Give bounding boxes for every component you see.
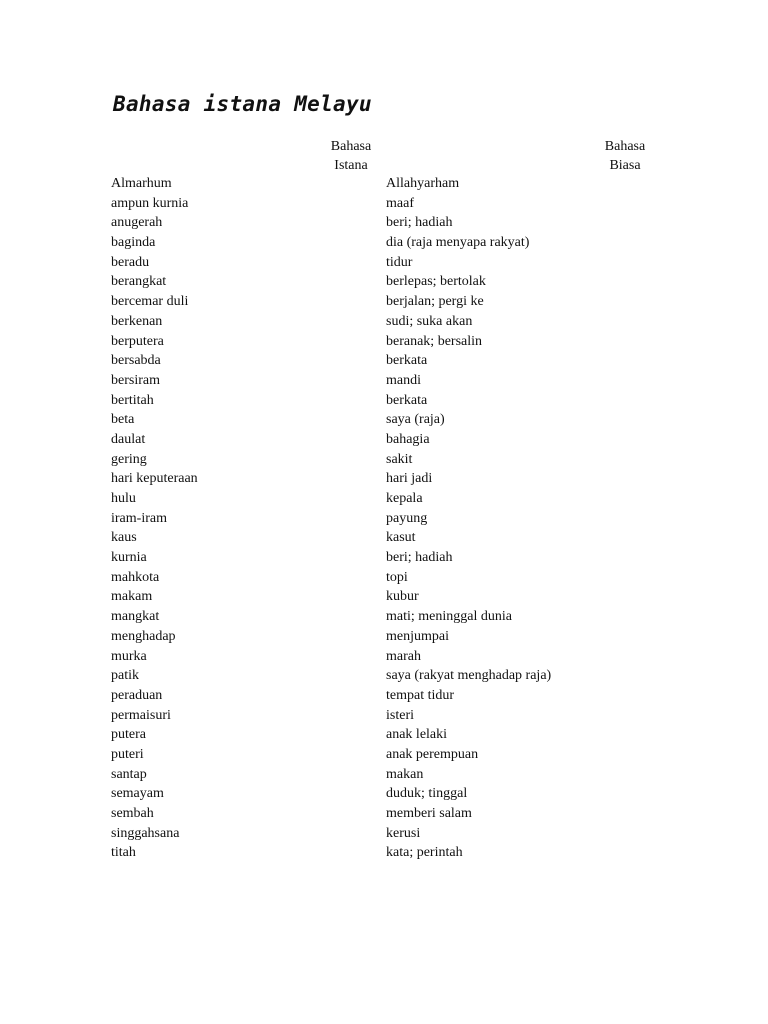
table-row bbox=[0, 647, 768, 667]
biasa-word: mati; meninggal dunia bbox=[386, 609, 512, 625]
table-row bbox=[0, 292, 768, 312]
biasa-word: dia (raja menyapa rakyat) bbox=[386, 235, 530, 251]
istana-word: bersiram bbox=[111, 372, 160, 388]
column-header-istana bbox=[318, 137, 384, 175]
istana-word: beradu bbox=[111, 254, 150, 270]
istana-word: ampun kurnia bbox=[111, 195, 189, 211]
biasa-word: duduk; tinggal bbox=[386, 786, 468, 802]
column-header-biasa-line-2: Biasa bbox=[609, 158, 641, 173]
istana-word: titah bbox=[111, 845, 136, 861]
table-row bbox=[0, 450, 768, 470]
istana-word: bertitah bbox=[111, 392, 154, 408]
biasa-word: mandi bbox=[386, 372, 421, 388]
column-header-biasa-line-1: Bahasa bbox=[604, 139, 646, 154]
biasa-word: beri; hadiah bbox=[386, 550, 453, 566]
table-row bbox=[0, 371, 768, 391]
table-row bbox=[0, 765, 768, 785]
table-row bbox=[0, 391, 768, 411]
table-row bbox=[0, 587, 768, 607]
biasa-word: makan bbox=[386, 766, 424, 782]
istana-word: bercemar duli bbox=[111, 294, 189, 310]
table-row bbox=[0, 706, 768, 726]
biasa-word: anak perempuan bbox=[386, 746, 479, 762]
istana-word: hari keputeraan bbox=[111, 471, 198, 487]
istana-word: beta bbox=[111, 412, 135, 428]
table-row bbox=[0, 804, 768, 824]
table-row bbox=[0, 410, 768, 430]
document-title: Bahasa istana Melayu bbox=[113, 92, 372, 116]
column-header-biasa bbox=[594, 137, 656, 175]
biasa-word: Allahyarham bbox=[386, 176, 460, 191]
table-row bbox=[0, 528, 768, 548]
biasa-word: berkata bbox=[386, 353, 428, 369]
biasa-word: menjumpai bbox=[386, 628, 449, 644]
biasa-word: marah bbox=[386, 648, 421, 664]
istana-word: berkenan bbox=[111, 313, 163, 329]
table-row bbox=[0, 213, 768, 233]
table-row bbox=[0, 686, 768, 706]
table-row bbox=[0, 568, 768, 588]
column-header-istana-line-2: Istana bbox=[334, 158, 368, 173]
table-row bbox=[0, 784, 768, 804]
biasa-word: memberi salam bbox=[386, 806, 472, 821]
table-row bbox=[0, 430, 768, 450]
biasa-word: topi bbox=[386, 569, 408, 585]
table-row bbox=[0, 312, 768, 332]
istana-word: santap bbox=[111, 766, 147, 782]
biasa-word: kata; perintah bbox=[386, 845, 463, 861]
table-row bbox=[0, 272, 768, 292]
biasa-word: kerusi bbox=[386, 825, 421, 841]
biasa-word: hari jadi bbox=[386, 471, 433, 487]
istana-word: murka bbox=[111, 648, 147, 664]
istana-word: kaus bbox=[111, 530, 137, 546]
biasa-word: sakit bbox=[386, 451, 413, 467]
table-row bbox=[0, 843, 768, 863]
istana-word: peraduan bbox=[111, 687, 163, 703]
biasa-word: kasut bbox=[386, 530, 416, 546]
biasa-word: tempat tidur bbox=[386, 687, 455, 703]
table-row bbox=[0, 509, 768, 529]
istana-word: makam bbox=[111, 589, 153, 605]
istana-word: semayam bbox=[111, 786, 164, 802]
istana-word: baginda bbox=[111, 235, 156, 251]
biasa-word: kepala bbox=[386, 491, 423, 506]
table-row bbox=[0, 332, 768, 352]
istana-word: mangkat bbox=[111, 609, 160, 625]
biasa-word: tidur bbox=[386, 254, 413, 270]
istana-word: hulu bbox=[111, 491, 136, 506]
table-row bbox=[0, 469, 768, 489]
biasa-word: payung bbox=[386, 510, 428, 526]
biasa-word: maaf bbox=[386, 195, 414, 211]
biasa-word: sudi; suka akan bbox=[386, 313, 473, 329]
istana-word: singgahsana bbox=[111, 825, 180, 841]
word-list bbox=[0, 174, 768, 863]
istana-word: iram-iram bbox=[111, 510, 167, 526]
biasa-word: berjalan; pergi ke bbox=[386, 294, 484, 310]
istana-word: kurnia bbox=[111, 550, 147, 566]
table-row bbox=[0, 627, 768, 647]
biasa-word: saya (rakyat menghadap raja) bbox=[386, 668, 552, 684]
table-row bbox=[0, 745, 768, 765]
istana-word: puteri bbox=[111, 746, 144, 762]
biasa-word: berkata bbox=[386, 392, 428, 408]
table-row bbox=[0, 233, 768, 253]
biasa-word: beri; hadiah bbox=[386, 215, 453, 231]
biasa-word: kubur bbox=[386, 589, 419, 605]
istana-word: bersabda bbox=[111, 353, 161, 369]
istana-word: sembah bbox=[111, 806, 154, 821]
table-row bbox=[0, 253, 768, 273]
biasa-word: anak lelaki bbox=[386, 727, 448, 743]
istana-word: berangkat bbox=[111, 274, 167, 290]
table-row bbox=[0, 824, 768, 844]
biasa-word: saya (raja) bbox=[386, 412, 445, 428]
biasa-word: isteri bbox=[386, 707, 414, 723]
table-row bbox=[0, 607, 768, 627]
istana-word: daulat bbox=[111, 431, 146, 447]
table-row bbox=[0, 174, 768, 194]
istana-word: permaisuri bbox=[111, 707, 171, 723]
istana-word: anugerah bbox=[111, 215, 163, 231]
istana-word: berputera bbox=[111, 333, 164, 349]
table-row bbox=[0, 489, 768, 509]
table-row bbox=[0, 725, 768, 745]
istana-word: mahkota bbox=[111, 569, 160, 585]
biasa-word: berlepas; bertolak bbox=[386, 274, 486, 290]
istana-word: putera bbox=[111, 727, 146, 743]
biasa-word: bahagia bbox=[386, 431, 430, 447]
table-row bbox=[0, 548, 768, 568]
istana-word: Almarhum bbox=[111, 176, 172, 191]
table-row bbox=[0, 194, 768, 214]
table-row bbox=[0, 666, 768, 686]
istana-word: patik bbox=[111, 668, 139, 684]
biasa-word: beranak; bersalin bbox=[386, 333, 483, 349]
column-header-istana-line-1: Bahasa bbox=[330, 139, 372, 154]
table-row bbox=[0, 351, 768, 371]
istana-word: gering bbox=[111, 451, 147, 467]
istana-word: menghadap bbox=[111, 628, 176, 644]
